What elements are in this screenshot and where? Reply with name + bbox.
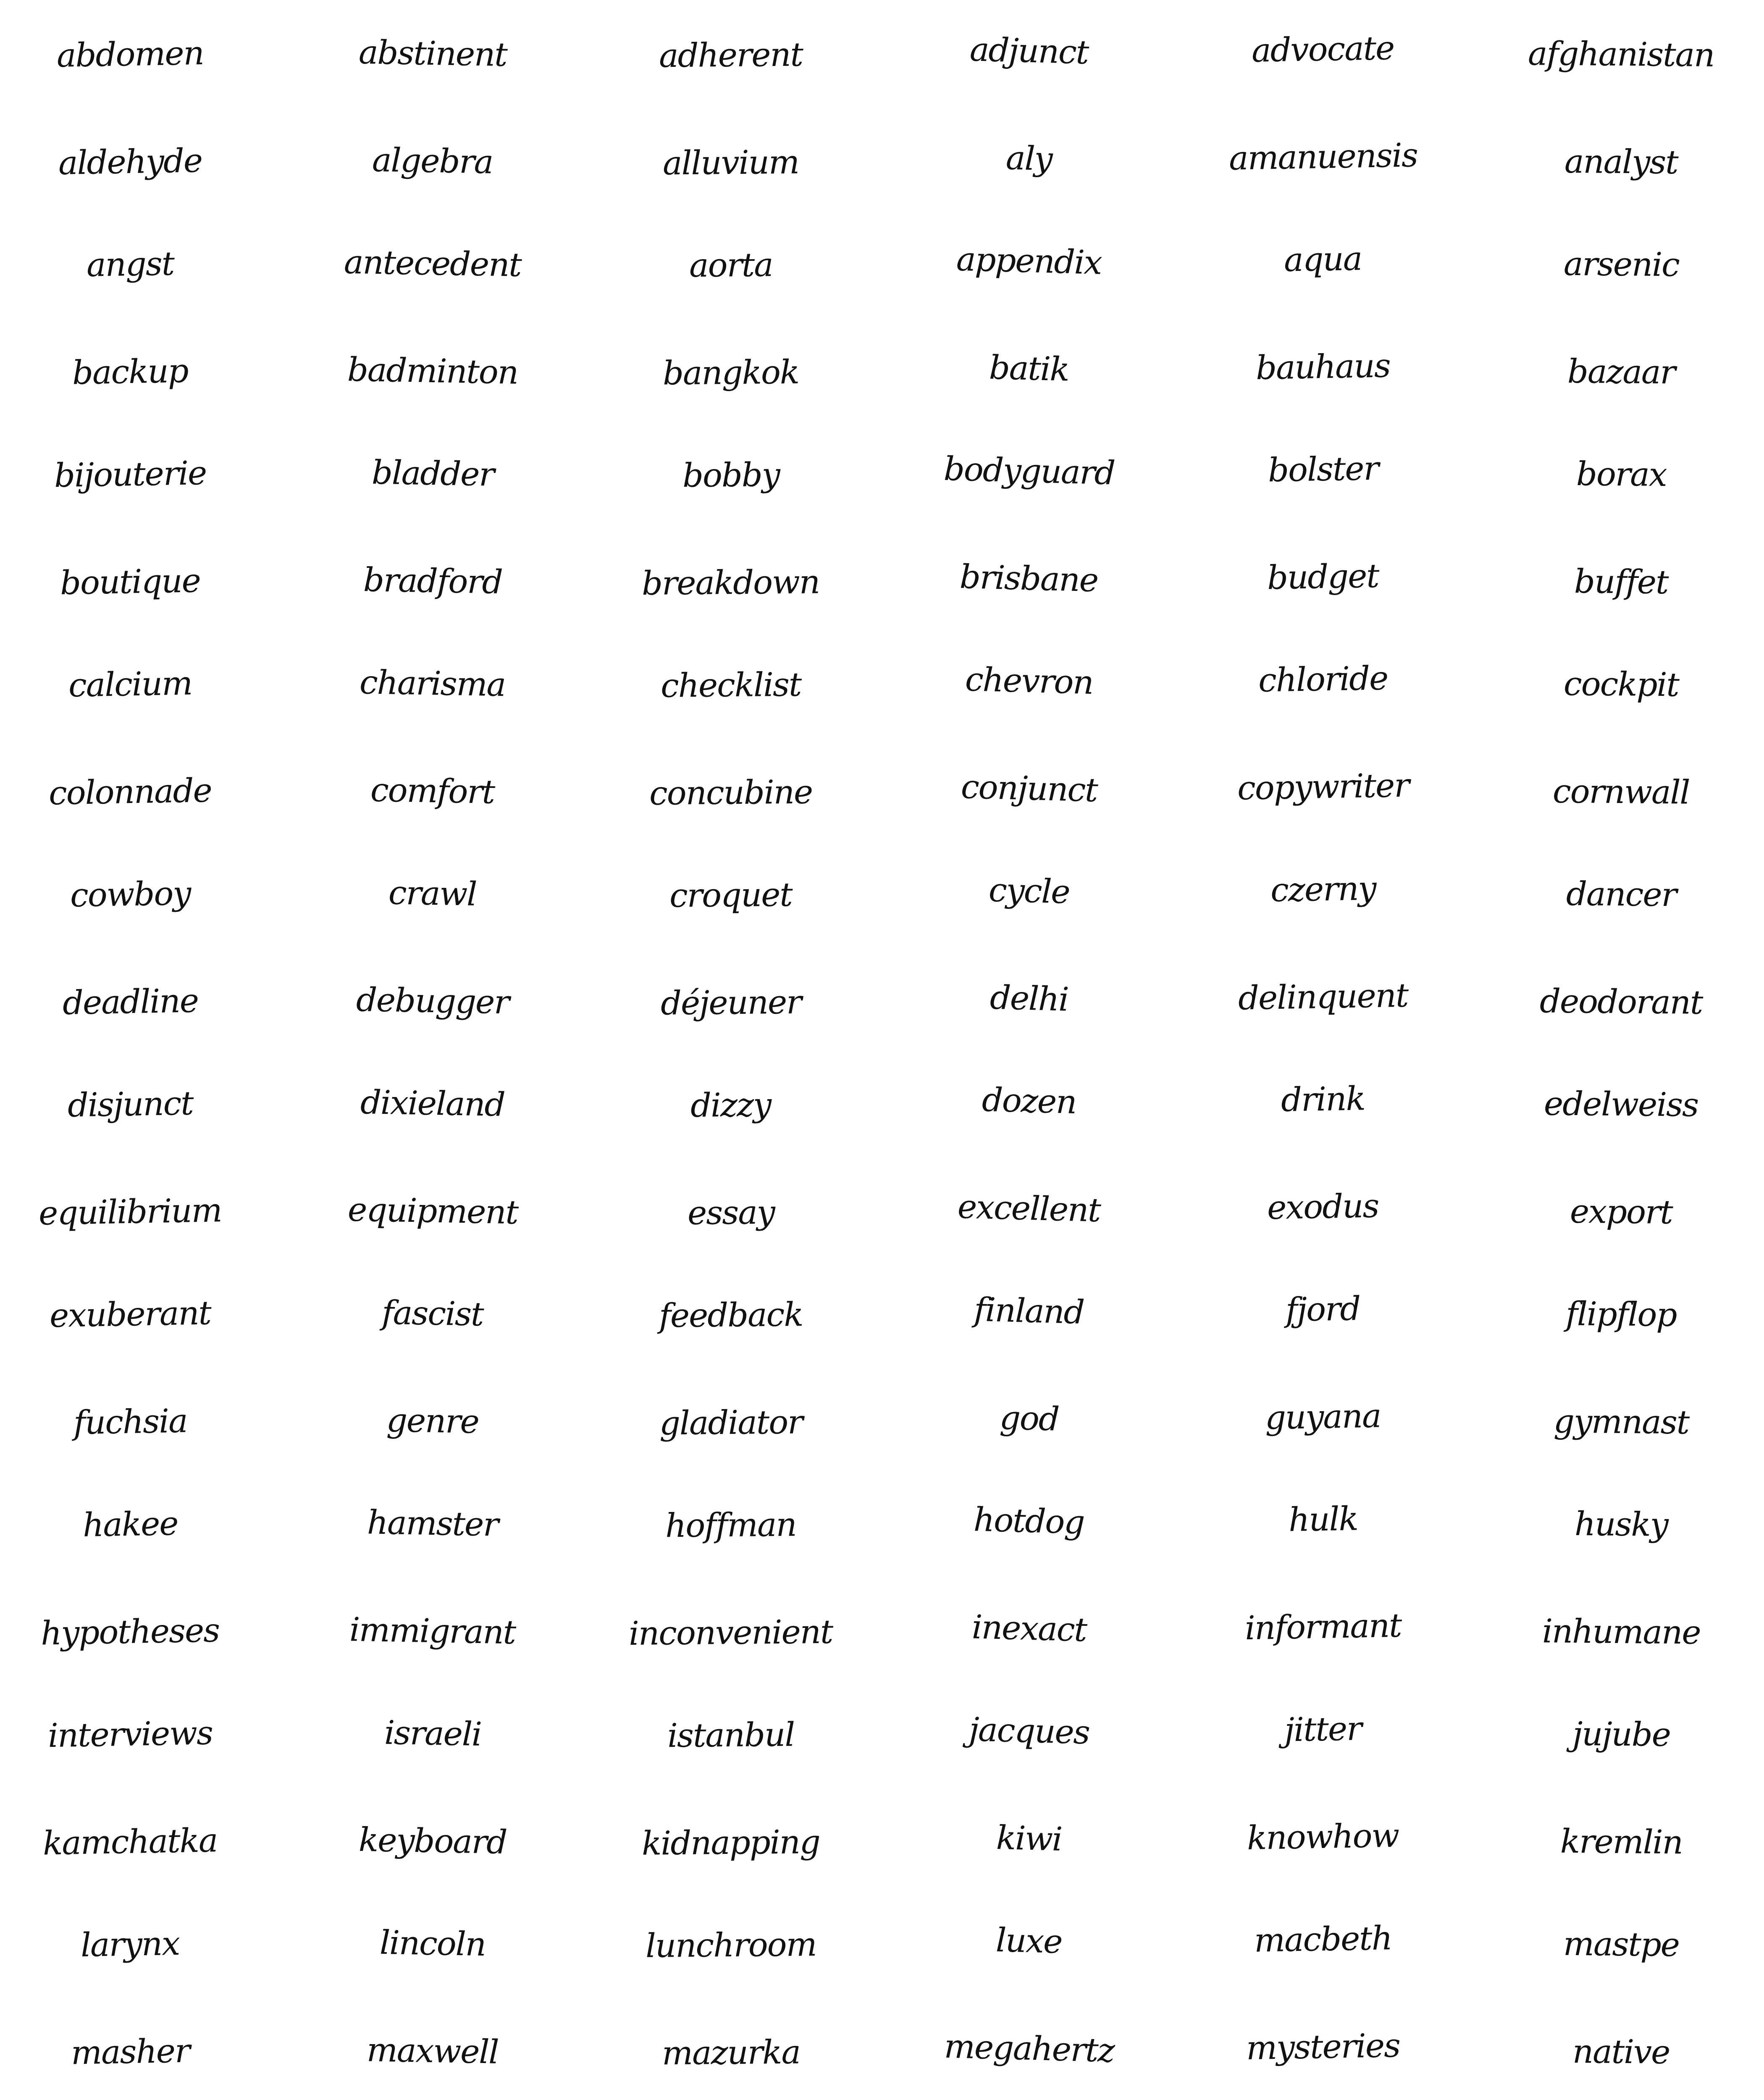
word-cell — [0, 735, 294, 840]
word-cell — [1176, 1470, 1470, 1575]
handwritten-word: abdomen — [56, 34, 204, 75]
word-cell — [1176, 630, 1470, 735]
handwritten-word: analyst — [1564, 142, 1678, 182]
handwritten-word: lunchroom — [645, 1926, 816, 1965]
handwritten-word: istanbul — [667, 1716, 795, 1755]
word-cell — [1470, 1155, 1764, 1260]
handwritten-word: deadline — [62, 982, 199, 1022]
word-cell — [294, 945, 588, 1050]
word-cell — [882, 945, 1176, 1050]
word-cell — [294, 1260, 588, 1365]
word-cell — [1176, 1155, 1470, 1260]
handwritten-word: bauhaus — [1255, 347, 1391, 387]
handwritten-word: jujube — [1572, 1715, 1670, 1754]
word-cell — [1176, 840, 1470, 945]
word-cell — [0, 105, 294, 210]
handwritten-word: israeli — [383, 1714, 482, 1754]
word-cell — [0, 1365, 294, 1470]
handwritten-word: guyana — [1265, 1397, 1381, 1437]
handwritten-word: bijouterie — [54, 454, 207, 495]
handwritten-word: deodorant — [1539, 982, 1703, 1022]
handwritten-word: disjunct — [67, 1084, 194, 1125]
word-cell — [1176, 0, 1470, 105]
handwritten-word: jacques — [968, 1711, 1090, 1752]
handwritten-word: informant — [1244, 1606, 1402, 1648]
handwritten-word: crawl — [388, 874, 477, 914]
handwritten-word: gymnast — [1553, 1402, 1689, 1442]
word-cell — [882, 630, 1176, 735]
handwritten-word: cycle — [988, 871, 1070, 911]
word-cell — [294, 1365, 588, 1470]
handwritten-word: advocate — [1251, 29, 1395, 70]
word-cell — [0, 1680, 294, 1785]
word-cell — [1176, 525, 1470, 630]
word-cell — [882, 525, 1176, 630]
handwritten-word: arsenic — [1563, 245, 1679, 284]
word-cell — [1470, 1260, 1764, 1365]
handwritten-word: afghanistan — [1528, 35, 1715, 74]
handwritten-word: fjord — [1285, 1290, 1361, 1329]
handwritten-word: dizzy — [690, 1086, 771, 1125]
word-cell — [0, 0, 294, 105]
word-cell — [588, 1575, 882, 1680]
word-cell — [588, 945, 882, 1050]
word-cell — [588, 1890, 882, 1995]
handwritten-word: chevron — [964, 661, 1094, 702]
word-cell — [1470, 0, 1764, 105]
handwritten-word: chloride — [1258, 659, 1388, 700]
word-cell — [0, 420, 294, 525]
word-cell — [1470, 525, 1764, 630]
word-cell — [588, 1680, 882, 1785]
word-cell — [1176, 1260, 1470, 1365]
word-cell — [0, 945, 294, 1050]
word-cell — [1470, 1365, 1764, 1470]
handwritten-word: cockpit — [1563, 665, 1679, 704]
word-cell — [1176, 1680, 1470, 1785]
handwritten-word: colonnade — [48, 772, 212, 813]
word-cell — [294, 1470, 588, 1575]
word-cell — [1176, 735, 1470, 840]
handwritten-word: croquet — [669, 876, 793, 915]
handwritten-word: alluvium — [662, 143, 799, 183]
handwritten-word: bradford — [362, 561, 503, 601]
word-cell — [588, 1260, 882, 1365]
word-cell — [294, 1680, 588, 1785]
handwritten-word: delinquent — [1238, 976, 1408, 1018]
handwritten-word: buffet — [1574, 563, 1669, 601]
word-cell — [882, 1365, 1176, 1470]
handwritten-word: adherent — [659, 36, 803, 75]
handwritten-word: hulk — [1288, 1500, 1358, 1539]
word-cell — [294, 210, 588, 315]
handwritten-word: drink — [1281, 1080, 1365, 1119]
handwritten-word: boutique — [60, 562, 201, 602]
word-cell — [588, 1155, 882, 1260]
handwritten-word: kamchatka — [42, 1822, 218, 1863]
word-cell — [294, 0, 588, 105]
handwritten-word: hakee — [82, 1505, 178, 1544]
handwritten-word: antecedent — [344, 243, 522, 284]
handwritten-word: brisbane — [959, 558, 1099, 600]
handwritten-word: breakdown — [642, 563, 820, 603]
handwritten-word: hamster — [367, 1504, 499, 1544]
handwritten-word: mazurka — [662, 2033, 800, 2073]
handwritten-word: aldehyde — [58, 142, 202, 182]
word-cell — [882, 0, 1176, 105]
word-cell — [294, 1050, 588, 1155]
word-cell — [1470, 735, 1764, 840]
word-cell — [294, 525, 588, 630]
handwritten-word: aly — [1005, 139, 1053, 178]
handwritten-word: bladder — [371, 454, 494, 494]
word-cell — [882, 1890, 1176, 1995]
word-cell — [588, 1365, 882, 1470]
handwritten-word: jitter — [1284, 1710, 1362, 1749]
word-cell — [1176, 945, 1470, 1050]
word-cell — [0, 1785, 294, 1890]
word-cell — [588, 315, 882, 420]
word-cell — [294, 315, 588, 420]
word-cell — [0, 525, 294, 630]
word-cell — [882, 1260, 1176, 1365]
handwritten-word: fuchsia — [73, 1402, 188, 1442]
word-cell — [294, 1995, 588, 2100]
word-cell — [588, 105, 882, 210]
word-cell — [0, 1995, 294, 2100]
handwritten-word: bobby — [682, 456, 780, 495]
word-cell — [588, 1470, 882, 1575]
word-cell — [1176, 1575, 1470, 1680]
word-cell — [1176, 1050, 1470, 1155]
word-cell — [1176, 1890, 1470, 1995]
word-cell — [1176, 210, 1470, 315]
handwritten-word: charisma — [359, 663, 506, 704]
handwritten-word: genre — [386, 1402, 479, 1441]
word-cell — [294, 840, 588, 945]
word-cell — [588, 210, 882, 315]
handwritten-word: badminton — [347, 351, 518, 392]
word-cell — [882, 840, 1176, 945]
handwritten-word: amanuensis — [1228, 136, 1418, 178]
handwritten-word: lincoln — [379, 1924, 486, 1964]
handwritten-word: czerny — [1270, 869, 1376, 910]
handwritten-word: masher — [71, 2032, 190, 2072]
handwritten-word: kremlin — [1560, 1822, 1683, 1862]
handwritten-word: inhumane — [1542, 1612, 1701, 1652]
word-cell — [294, 1785, 588, 1890]
word-cell — [882, 1575, 1176, 1680]
word-cell — [0, 840, 294, 945]
handwritten-word: equipment — [347, 1191, 518, 1232]
handwritten-word: kiwi — [995, 1819, 1063, 1859]
handwritten-word: comfort — [370, 771, 495, 811]
word-cell — [0, 210, 294, 315]
handwritten-word: dixieland — [360, 1084, 505, 1124]
word-cell — [588, 1995, 882, 2100]
word-cell — [1470, 1470, 1764, 1575]
handwritten-word: inconvenient — [629, 1613, 833, 1653]
handwritten-word: bodyguard — [943, 450, 1115, 493]
handwritten-word: knowhow — [1247, 1816, 1399, 1858]
word-cell — [1470, 1680, 1764, 1785]
handwritten-word: finland — [974, 1291, 1084, 1332]
word-cell — [0, 630, 294, 735]
word-cell — [1470, 1785, 1764, 1890]
word-cell — [588, 840, 882, 945]
handwritten-word: inexact — [971, 1608, 1087, 1649]
word-cell — [1470, 630, 1764, 735]
word-cell — [0, 1155, 294, 1260]
handwritten-word: equilibrium — [38, 1192, 222, 1233]
handwritten-word: bolster — [1267, 449, 1379, 490]
word-cell — [882, 1155, 1176, 1260]
word-cell — [1176, 420, 1470, 525]
word-cell — [1470, 1575, 1764, 1680]
handwritten-word: megahertz — [943, 2027, 1115, 2070]
handwritten-word: maxwell — [366, 2031, 499, 2071]
word-cell — [1176, 1365, 1470, 1470]
handwritten-word: larynx — [80, 1924, 180, 1965]
handwritten-word: husky — [1574, 1505, 1668, 1544]
word-cell — [882, 420, 1176, 525]
word-cell — [588, 630, 882, 735]
word-cell — [588, 0, 882, 105]
handwritten-word: flipflop — [1565, 1295, 1677, 1334]
handwritten-word: abstinent — [358, 33, 507, 74]
handwritten-word: hotdog — [973, 1501, 1085, 1542]
handwritten-word: luxe — [995, 1921, 1063, 1961]
handwritten-word: budget — [1267, 557, 1379, 597]
handwritten-word: fascist — [381, 1294, 484, 1334]
word-cell — [882, 1470, 1176, 1575]
handwritten-word: dancer — [1566, 875, 1677, 914]
handwritten-word: gladiator — [659, 1403, 803, 1443]
word-cell — [882, 315, 1176, 420]
handwritten-word: keyboard — [358, 1821, 507, 1862]
handwritten-word: interviews — [47, 1714, 213, 1755]
word-cell — [1470, 315, 1764, 420]
word-cell — [882, 1995, 1176, 2100]
word-cell — [294, 735, 588, 840]
handwritten-word: cornwall — [1552, 772, 1690, 812]
word-cell — [1470, 105, 1764, 210]
word-cell — [1470, 945, 1764, 1050]
handwritten-word: appendix — [956, 240, 1102, 282]
handwritten-word: essay — [687, 1194, 774, 1232]
handwritten-word: calcium — [68, 664, 192, 705]
handwritten-word: immigrant — [349, 1611, 516, 1652]
word-cell — [1470, 210, 1764, 315]
word-cell — [0, 1050, 294, 1155]
handwritten-word: checklist — [660, 666, 801, 705]
word-cell — [588, 1050, 882, 1155]
handwritten-word: bangkok — [662, 353, 799, 393]
word-cell — [1470, 1890, 1764, 1995]
handwritten-word: copywriter — [1237, 766, 1409, 808]
word-cell — [294, 105, 588, 210]
word-cell — [588, 735, 882, 840]
handwritten-word: delhi — [989, 979, 1069, 1019]
word-cell — [588, 525, 882, 630]
word-cell — [294, 1575, 588, 1680]
word-cell — [1176, 315, 1470, 420]
handwritten-word: export — [1570, 1192, 1673, 1232]
handwritten-word: conjunct — [960, 768, 1098, 810]
handwritten-word: hoffman — [665, 1506, 797, 1545]
word-cell — [294, 630, 588, 735]
word-cell — [1470, 1995, 1764, 2100]
handwritten-word: adjunct — [969, 31, 1089, 72]
handwritten-word: algebra — [372, 141, 494, 181]
handwritten-word: macbeth — [1254, 1919, 1392, 1960]
word-cell — [1470, 840, 1764, 945]
word-cell — [0, 315, 294, 420]
handwritten-word: déjeuner — [660, 983, 801, 1023]
handwritten-word: feedback — [659, 1296, 803, 1335]
word-cell — [882, 1680, 1176, 1785]
word-cell — [882, 1785, 1176, 1890]
handwritten-word: exuberant — [49, 1294, 211, 1335]
handwritten-word: aqua — [1284, 240, 1362, 279]
handwritten-word: bazaar — [1567, 352, 1675, 392]
word-cell — [882, 735, 1176, 840]
word-cell — [588, 1785, 882, 1890]
word-cell — [882, 1050, 1176, 1155]
word-cell — [1470, 420, 1764, 525]
word-cell — [1470, 1050, 1764, 1155]
word-cell — [294, 1890, 588, 1995]
handwritten-word: native — [1572, 2032, 1670, 2072]
handwritten-word: angst — [86, 245, 174, 284]
word-cell — [0, 1890, 294, 1995]
word-cell — [882, 210, 1176, 315]
word-cell — [588, 420, 882, 525]
handwritten-word: debugger — [356, 981, 509, 1022]
handwritten-word: exodus — [1267, 1187, 1379, 1227]
word-cell — [1176, 1785, 1470, 1890]
word-cell — [294, 1155, 588, 1260]
handwritten-word: hypotheses — [40, 1612, 220, 1653]
word-cell — [0, 1260, 294, 1365]
handwritten-word: edelweiss — [1544, 1085, 1698, 1124]
handwritten-word: borax — [1576, 455, 1667, 494]
handwritten-word: god — [999, 1399, 1059, 1438]
word-cell — [882, 105, 1176, 210]
handwritten-word: cowboy — [70, 874, 191, 915]
handwritten-word: excellent — [957, 1188, 1101, 1230]
handwritten-word: dozen — [981, 1081, 1077, 1121]
word-cell — [294, 420, 588, 525]
word-cell — [1176, 105, 1470, 210]
word-cell — [0, 1470, 294, 1575]
handwritten-word: backup — [72, 352, 189, 392]
handwritten-word: kidnapping — [641, 1823, 820, 1863]
word-cell — [1176, 1995, 1470, 2100]
handwritten-word: mysteries — [1246, 2026, 1400, 2068]
handwritten-word: aorta — [689, 246, 773, 285]
handwritten-word: mastpe — [1563, 1925, 1680, 1964]
handwritten-word: concubine — [649, 773, 813, 813]
handwritten-word: batik — [988, 349, 1070, 389]
word-cell — [0, 1575, 294, 1680]
